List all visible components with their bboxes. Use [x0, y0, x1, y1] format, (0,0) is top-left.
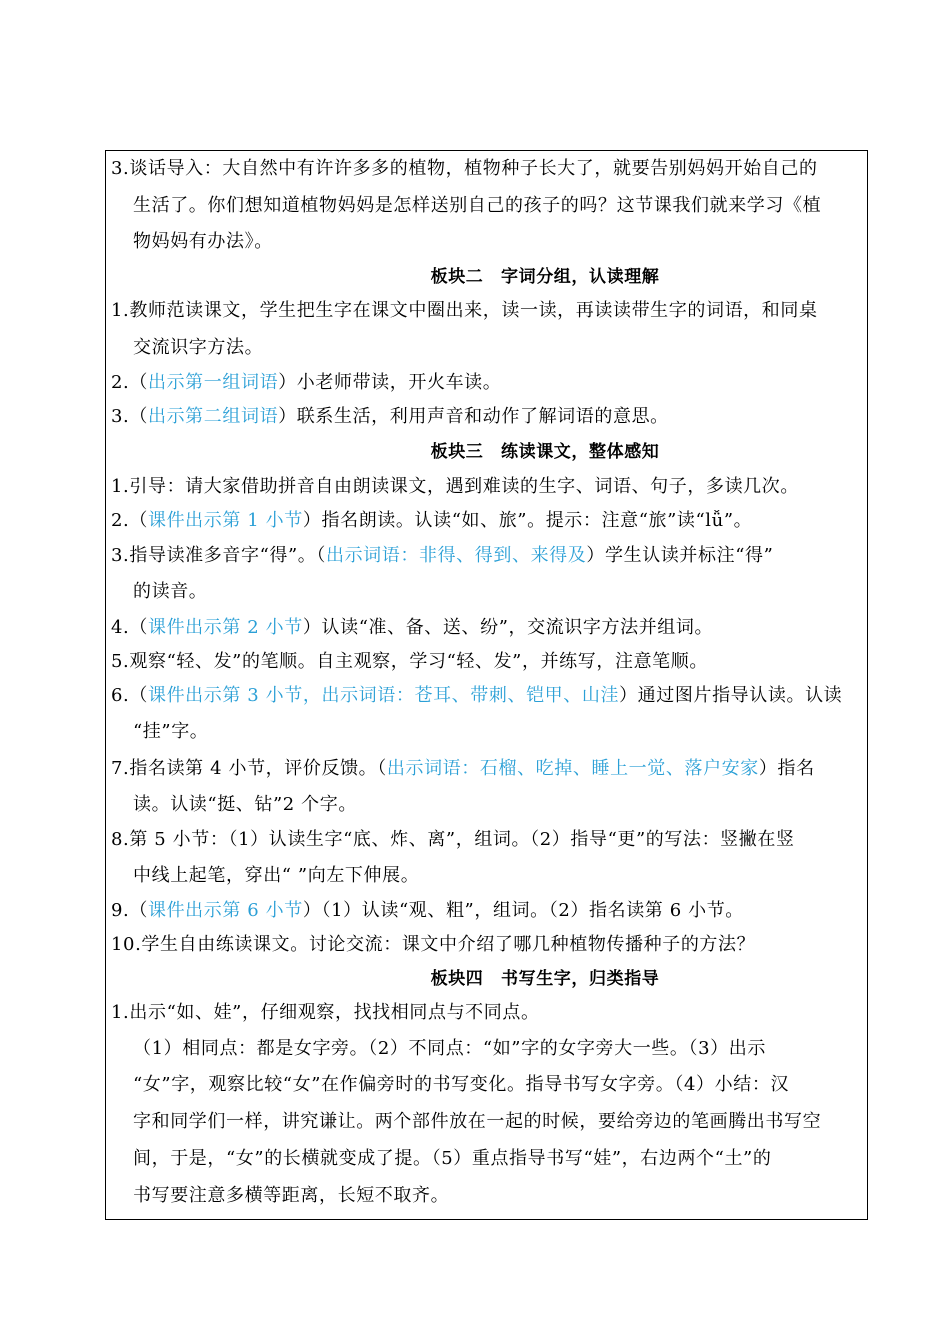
paragraph-line: 的读音。 — [133, 581, 208, 602]
paragraph-line: 5.观察“轻、发”的笔顺。自主观察，学习“轻、发”，并练写，注意笔顺。 — [111, 651, 708, 672]
paragraph-line: 8.第 5 小节：（1）认读生字“底、炸、离”，组词。（2）指导“更”的写法：竖撇在竖 — [111, 829, 795, 850]
paragraph-line: 交流识字方法。 — [133, 337, 264, 358]
paragraph-line: 字和同学们一样，讲究谦让。两个部件放在一起的时候，要给旁边的笔画腾出书写空 — [133, 1111, 822, 1132]
paragraph-line: 7.指名读第 4 小节，评价反馈。（出示词语：石榴、吃掉、睡上一觉、落户安家）指名 — [111, 758, 815, 779]
paragraph-line: 书写要注意多横等距离，长短不取齐。 — [133, 1185, 450, 1206]
paragraph-line: 10.学生自由练读课文。讨论交流：课文中介绍了哪几种植物传播种子的方法？ — [111, 934, 756, 955]
paragraph-line: “挂”字。 — [133, 721, 209, 742]
courseware-note: 课件出示第 6 小节 — [147, 900, 303, 921]
courseware-note: 课件出示第 3 小节，出示词语：苍耳、带刺、铠甲、山洼 — [147, 685, 620, 706]
section-heading: 板块二 字词分组，认读理解 — [430, 267, 660, 287]
courseware-note: 出示第一组词语 — [147, 372, 279, 393]
section-heading: 板块四 书写生字，归类指导 — [430, 969, 660, 989]
paragraph-line: 1.教师范读课文，学生把生字在课文中圈出来，读一读，再读读带生字的词语，和同桌 — [111, 300, 818, 321]
paragraph-line: 间，于是，“女”的长横就变成了提。（5）重点指导书写“娃”，右边两个“土”的 — [133, 1148, 772, 1169]
paragraph-line: 2.（出示第一组词语）小老师带读，开火车读。 — [111, 372, 502, 393]
paragraph-line: （1）相同点：都是女字旁。（2）不同点：“如”字的女字旁大一些。（3）出示 — [133, 1038, 766, 1059]
paragraph-line: 2.（课件出示第 1 小节）指名朗读。认读“如、旅”。提示：注意“旅”读“lǚ”。 — [111, 510, 753, 531]
paragraph-line: 读。认读“挺、钻”2 个字。 — [133, 794, 357, 815]
paragraph-line: 生活了。你们想知道植物妈妈是怎样送别自己的孩子的吗？这节课我们就来学习《植 — [133, 195, 822, 216]
courseware-note: 课件出示第 2 小节 — [147, 617, 303, 638]
paragraph-line: 1.引导：请大家借助拼音自由朗读课文，遇到难读的生字、词语、句子，多读几次。 — [111, 476, 799, 497]
courseware-note: 出示词语：石榴、吃掉、睡上一觉、落户安家 — [386, 758, 759, 779]
paragraph-line: 3.指导读准多音字“得”。（出示词语：非得、得到、来得及）学生认读并标注“得” — [111, 545, 774, 566]
paragraph-line: 1.出示“如、娃”，仔细观察，找找相同点与不同点。 — [111, 1002, 540, 1023]
paragraph-line: 中线上起笔，穿出“ ”向左下伸展。 — [133, 865, 420, 886]
paragraph-line: 物妈妈有办法》。 — [133, 231, 273, 252]
paragraph-line: 4.（课件出示第 2 小节）认读“准、备、送、纷”，交流识字方法并组词。 — [111, 617, 714, 638]
paragraph-line: 6.（课件出示第 3 小节，出示词语：苍耳、带刺、铠甲、山洼）通过图片指导认读。认读 — [111, 685, 843, 706]
courseware-note: 出示词语：非得、得到、来得及 — [325, 545, 587, 566]
paragraph-line: 3.（出示第二组词语）联系生活，利用声音和动作了解词语的意思。 — [111, 406, 669, 427]
paragraph-line: 9.（课件出示第 6 小节）（1）认读“观、粗”，组词。（2）指名读第 6 小节。 — [111, 900, 744, 921]
courseware-note: 课件出示第 1 小节 — [147, 510, 303, 531]
section-heading: 板块三 练读课文，整体感知 — [430, 442, 660, 462]
courseware-note: 出示第二组词语 — [147, 406, 279, 427]
paragraph-line: “女”字，观察比较“女”在作偏旁时的书写变化。指导书写女字旁。（4）小结：汉 — [133, 1074, 790, 1095]
paragraph-line: 3.谈话导入：大自然中有许许多多的植物，植物种子长大了，就要告别妈妈开始自己的 — [111, 158, 818, 179]
